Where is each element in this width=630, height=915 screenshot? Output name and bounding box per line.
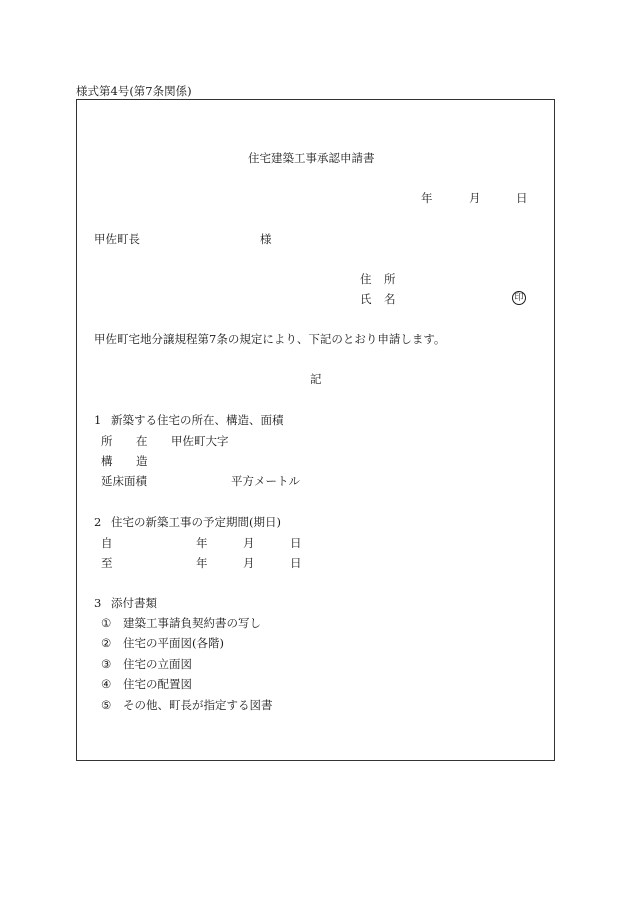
- attachment-number: ①: [101, 616, 112, 630]
- section3-number: 3: [94, 596, 102, 610]
- period-from-day: 日: [290, 536, 302, 550]
- section1-heading: 新築する住宅の所在、構造、面積: [111, 413, 284, 427]
- floor-area-label: 延床面積: [101, 474, 147, 488]
- date-month-label: 月: [469, 191, 481, 205]
- date-day-label: 日: [516, 191, 528, 205]
- name-label-char-1: 氏: [360, 292, 372, 306]
- attachment-number: ④: [101, 677, 112, 691]
- location-label-char-1: 所: [101, 434, 113, 448]
- period-to-day: 日: [290, 556, 302, 570]
- period-to-year: 年: [196, 556, 208, 570]
- period-from-label: 自: [101, 536, 113, 550]
- attachment-item: 住宅の平面図(各階): [123, 636, 224, 650]
- period-to-month: 月: [243, 556, 255, 570]
- address-label-char-1: 住: [360, 272, 372, 286]
- location-label-char-2: 在: [136, 434, 148, 448]
- attachment-item: その他、町長が指定する図書: [123, 698, 273, 712]
- section1-number: 1: [94, 413, 102, 427]
- addressee-name: 甲佐町長: [94, 232, 140, 246]
- structure-label-char-2: 造: [136, 454, 148, 468]
- addressee-honorific: 様: [260, 232, 272, 246]
- section3-heading: 添付書類: [111, 596, 157, 610]
- location-value: 甲佐町大字: [171, 434, 229, 448]
- period-from-year: 年: [196, 536, 208, 550]
- attachment-number: ②: [101, 636, 112, 650]
- seal-mark: 印: [512, 291, 526, 305]
- attachment-number: ⑤: [101, 698, 112, 712]
- attachment-item: 建築工事請負契約書の写し: [123, 616, 261, 630]
- period-from-month: 月: [243, 536, 255, 550]
- attachment-item: 住宅の配置図: [123, 677, 192, 691]
- application-statement: 甲佐町宅地分譲規程第7条の規定により、下記のとおり申請します。: [94, 332, 446, 346]
- period-to-label: 至: [101, 556, 113, 570]
- ki-heading: 記: [310, 372, 322, 386]
- document-title: 住宅建築工事承認申請書: [248, 151, 375, 165]
- section2-heading: 住宅の新築工事の予定期間(期日): [111, 515, 281, 529]
- attachment-item: 住宅の立面図: [123, 657, 192, 671]
- name-label-char-2: 名: [384, 292, 396, 306]
- structure-label-char-1: 構: [101, 454, 113, 468]
- form-number: 様式第4号(第7条関係): [76, 84, 192, 98]
- floor-area-unit: 平方メートル: [231, 474, 300, 488]
- date-year-label: 年: [421, 191, 433, 205]
- section2-number: 2: [94, 515, 102, 529]
- attachment-number: ③: [101, 657, 112, 671]
- address-label-char-2: 所: [384, 272, 396, 286]
